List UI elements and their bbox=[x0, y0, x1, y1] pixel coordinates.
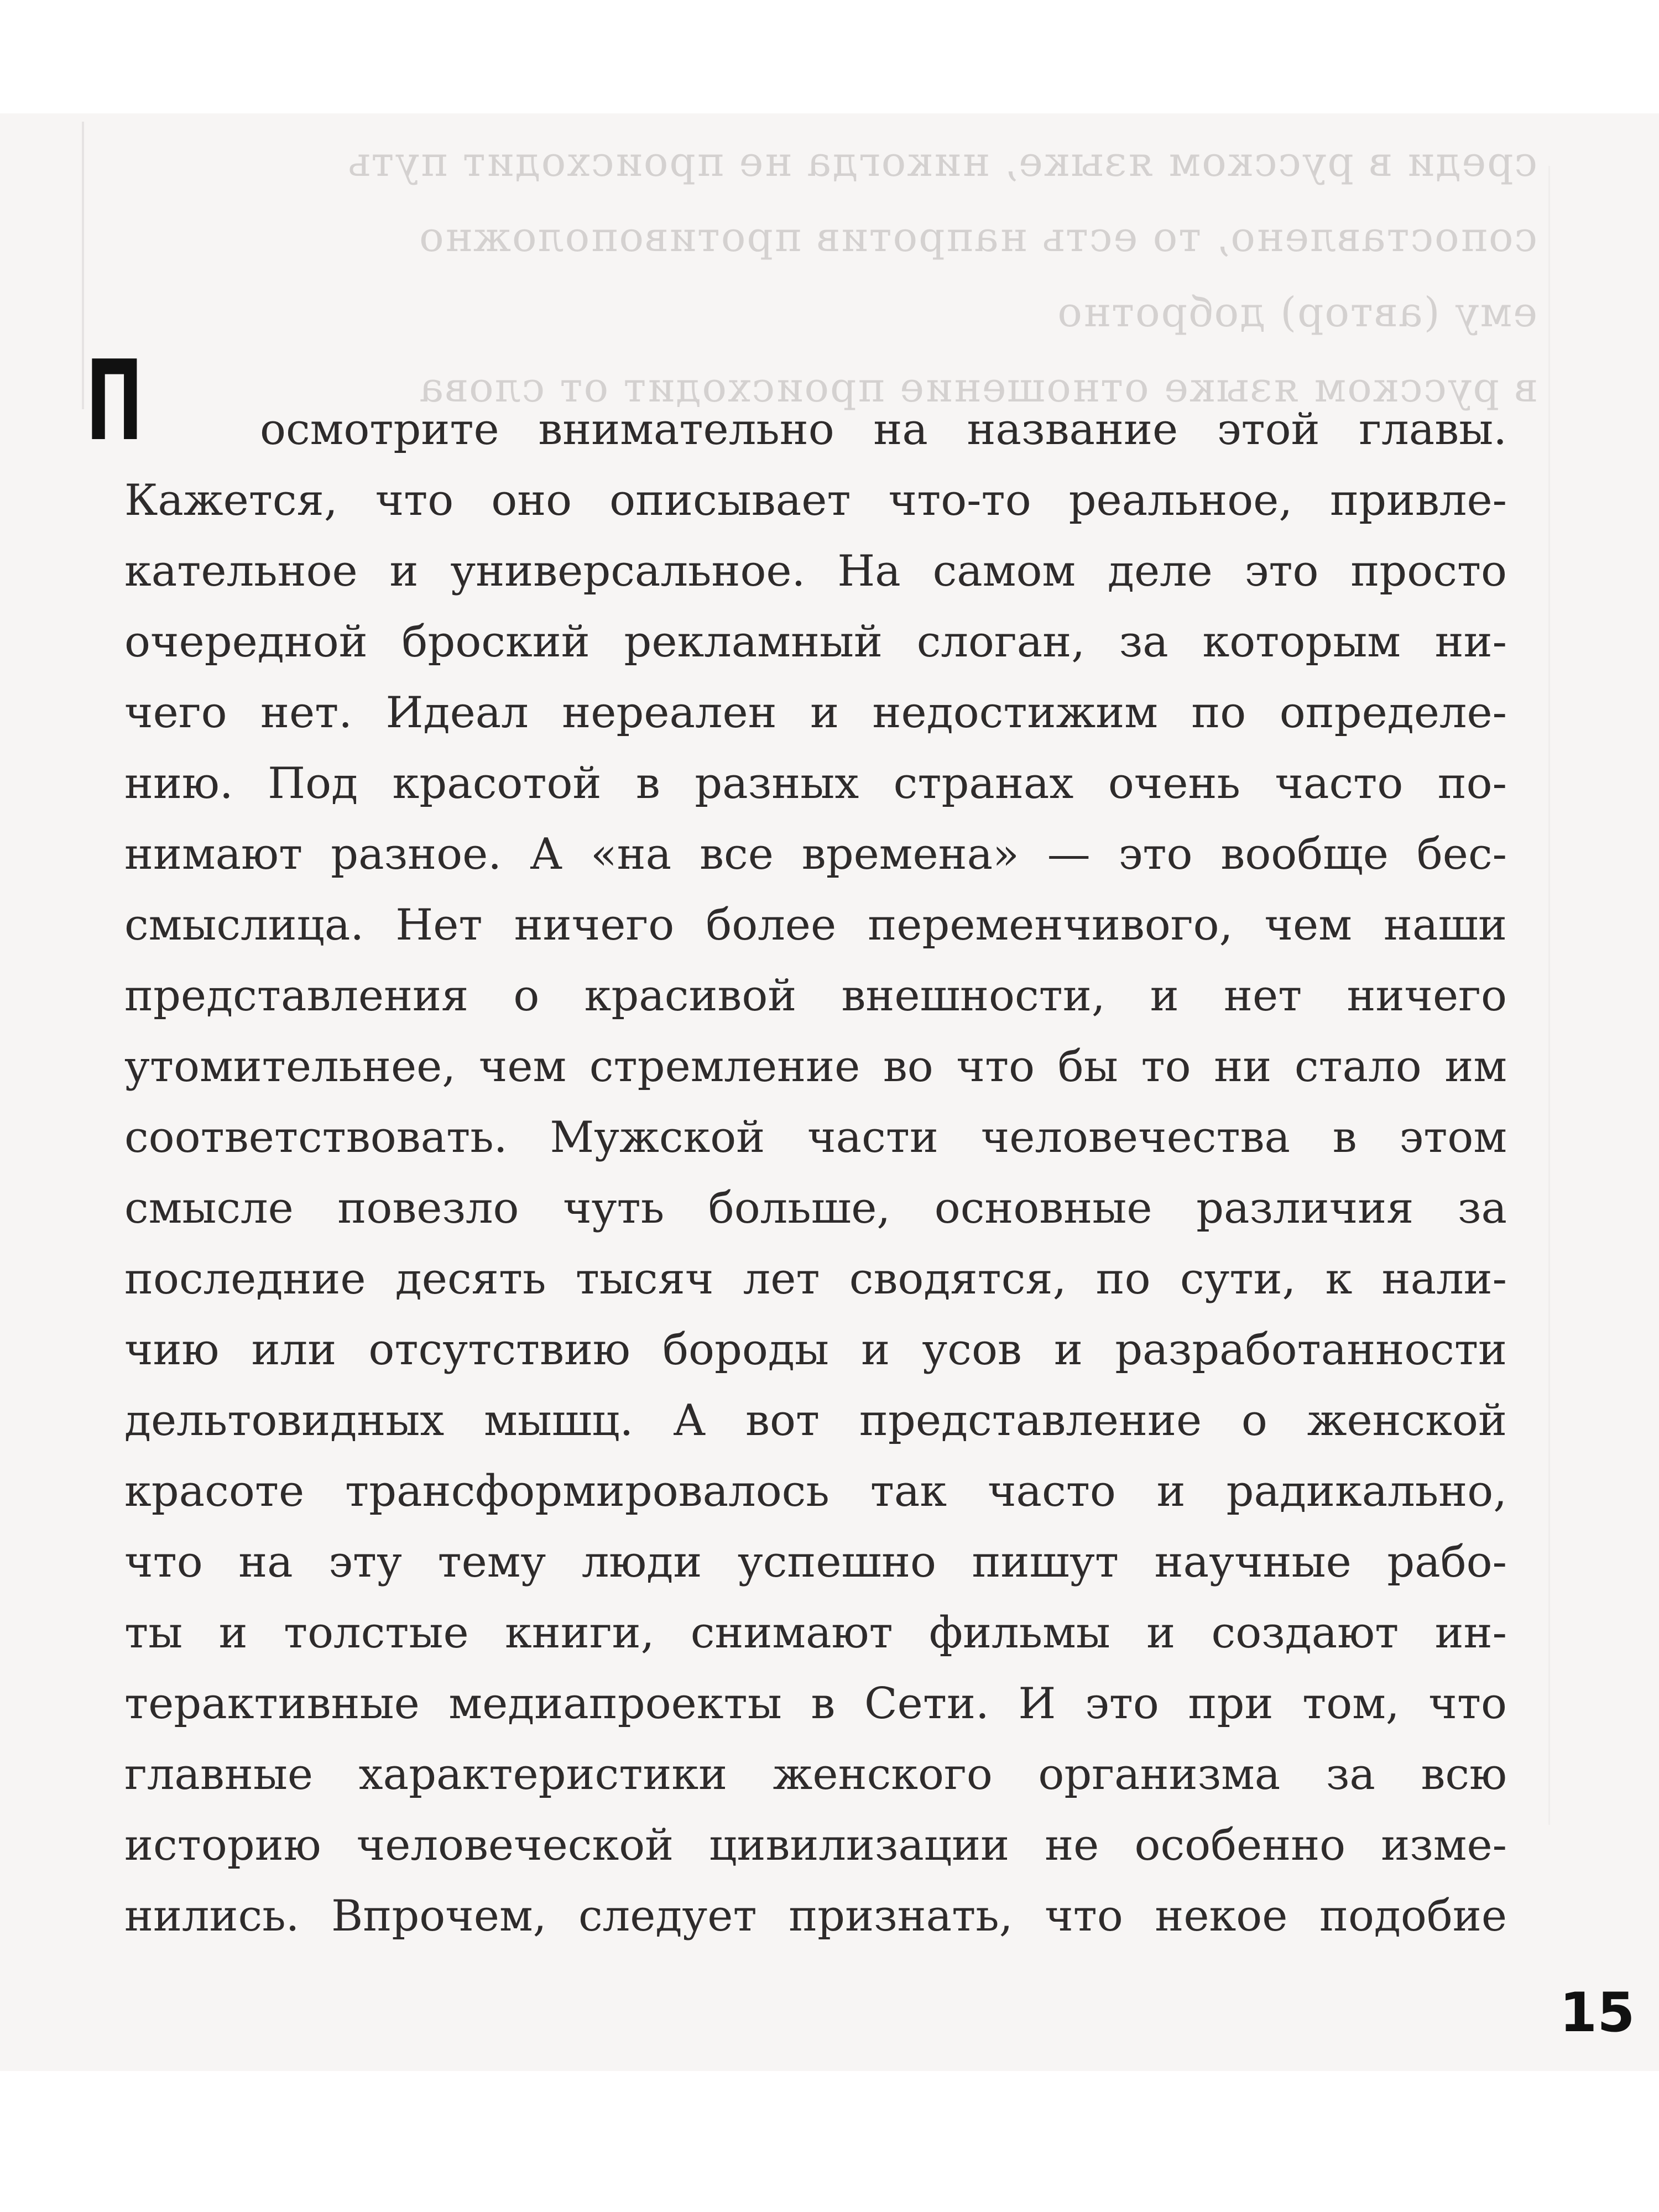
text-line: терактивные медиапроекты в Сети. И это при том, что bbox=[124, 1679, 1507, 1729]
scan-edge-mark bbox=[1548, 166, 1550, 1825]
body-text bbox=[124, 394, 1507, 1952]
bleed-through-text bbox=[122, 124, 1537, 425]
bleed-line: в русском языке отношение происходит от слова bbox=[418, 364, 1537, 411]
text-line: ты и толстые книги, снимают фильмы и создают ин- bbox=[124, 1608, 1507, 1658]
text-line: красоте трансформировалось так часто и радикально, bbox=[124, 1467, 1507, 1516]
scan-edge-mark bbox=[82, 122, 84, 409]
text-line: утомительнее, чем стремление во что бы то ни стало им bbox=[124, 1042, 1507, 1092]
page-number: 15 bbox=[1559, 1981, 1635, 2044]
text-line: Кажется, что оно описывает что-то реальное, привле- bbox=[124, 476, 1507, 525]
text-line: нимают разное. А «на все времена» — это вообще бес- bbox=[124, 830, 1507, 879]
drop-cap: П bbox=[86, 337, 143, 466]
bleed-line: сопоставлено, то есть напротив противоположно bbox=[418, 213, 1537, 261]
text-line: дельтовидных мышц. А вот представление о женской bbox=[124, 1396, 1507, 1446]
text-line: кательное и универсальное. На самом деле это просто bbox=[124, 546, 1507, 596]
text-line: осмотрите внимательно на название этой главы. bbox=[260, 405, 1507, 455]
text-line: смысле повезло чуть больше, основные различия за bbox=[124, 1183, 1507, 1233]
text-line: последние десять тысяч лет сводятся, по сути, к нали- bbox=[124, 1254, 1507, 1304]
text-line: главные характеристики женского организма за всю bbox=[124, 1750, 1507, 1799]
text-line: чего нет. Идеал нереален и недостижим по определе- bbox=[124, 688, 1507, 738]
bleed-line: ему (автор) добротно bbox=[1056, 289, 1537, 336]
text-line: очередной броский рекламный слоган, за которым ни- bbox=[124, 617, 1507, 667]
text-line: смыслица. Нет ничего более переменчивого, чем наши bbox=[124, 900, 1507, 950]
text-line: нию. Под красотой в разных странах очень часто по- bbox=[124, 759, 1507, 808]
text-line: нились. Впрочем, следует признать, что некое подобие bbox=[124, 1891, 1507, 1941]
text-line: историю человеческой цивилизации не особенно изме- bbox=[124, 1820, 1507, 1870]
text-line: что на эту тему люди успешно пишут научные рабо- bbox=[124, 1537, 1507, 1587]
text-line: соответствовать. Мужской части человечества в этом bbox=[124, 1113, 1507, 1162]
text-line: чию или отсутствию бороды и усов и разработанности bbox=[124, 1325, 1507, 1375]
text-line: представления о красивой внешности, и нет ничего bbox=[124, 971, 1507, 1021]
bleed-line: среди в русском языке, никогда не происходит путь bbox=[347, 138, 1537, 186]
